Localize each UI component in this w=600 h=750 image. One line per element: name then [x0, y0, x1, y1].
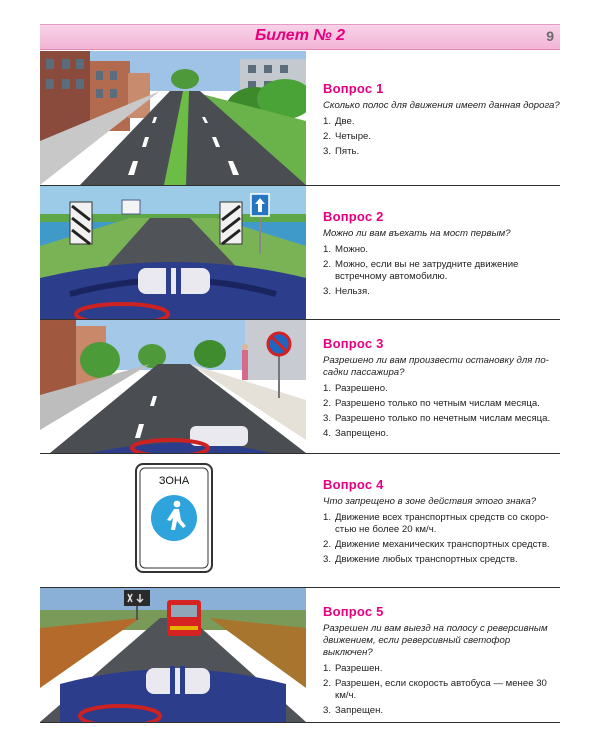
question-5-illustration	[40, 588, 306, 722]
answer-number: 3.	[323, 146, 332, 157]
answer-text: Движение механических транспортных средств.	[335, 539, 550, 550]
answer-number: 4.	[323, 428, 332, 439]
pedestrian-zone-sign	[40, 454, 306, 587]
answer-number: 2.	[323, 539, 332, 550]
answer-text: Пять.	[335, 146, 360, 157]
answer-number: 1.	[323, 383, 332, 394]
answer-text: Движение любых транспортных средств.	[335, 554, 518, 565]
answer-number: 1.	[323, 244, 332, 255]
question-5	[40, 588, 560, 723]
answer-number: 1.	[323, 116, 332, 127]
answer-text: Разрешено только по нечетным числам месяца.	[335, 413, 551, 424]
answer-option[interactable]	[323, 116, 560, 128]
answer-option[interactable]	[323, 286, 560, 298]
question-title: Вопрос 4	[323, 477, 384, 492]
question-1-body	[323, 81, 560, 161]
question-2	[40, 186, 560, 320]
sign-zone-label: ЗОНА	[158, 475, 190, 487]
answer-option[interactable]	[323, 383, 560, 395]
answer-option[interactable]	[323, 413, 560, 425]
question-text: Можно ли вам въехать на мост первым?	[323, 228, 511, 239]
answer-text: Разрешено.	[335, 383, 388, 394]
answer-text: Можно, если вы не затрудните движение встречному автомобилю.	[335, 259, 519, 282]
answer-text: Запрещено.	[335, 428, 389, 439]
answer-text: Разрешен.	[335, 663, 383, 674]
answer-option[interactable]	[323, 244, 560, 256]
answer-number: 3.	[323, 705, 332, 716]
question-2-body	[323, 209, 560, 301]
question-4-illustration	[40, 454, 306, 587]
answer-option[interactable]	[323, 678, 560, 702]
answer-number: 3.	[323, 554, 332, 565]
question-3-body	[323, 336, 560, 443]
reversible-lane-image	[40, 588, 306, 722]
page-number: 9	[546, 28, 554, 44]
answer-number: 3.	[323, 413, 332, 424]
answer-number: 2.	[323, 398, 332, 409]
city-road-image	[40, 51, 306, 185]
ticket-header	[40, 24, 560, 50]
question-1	[40, 51, 560, 186]
answer-number: 1.	[323, 663, 332, 674]
answer-option[interactable]	[323, 705, 560, 717]
answer-list	[323, 512, 560, 566]
question-title: Вопрос 3	[323, 336, 384, 351]
answer-text: Движение всех транспортных средств со скоро- стью не более 20 км/ч.	[335, 512, 549, 535]
bridge-road-image	[40, 186, 306, 319]
question-title: Вопрос 2	[323, 209, 384, 224]
answer-option[interactable]	[323, 428, 560, 440]
answer-number: 1.	[323, 512, 332, 523]
answer-option[interactable]	[323, 512, 560, 536]
answer-text: Можно.	[335, 244, 369, 255]
question-1-illustration	[40, 51, 306, 185]
answer-option[interactable]	[323, 663, 560, 675]
answer-text: Разрешен, если скорость автобуса — менее 30 км/ч.	[335, 678, 547, 701]
answer-number: 3.	[323, 286, 332, 297]
question-text: Сколько полос для движения имеет данная дорога?	[323, 100, 560, 111]
answer-list	[323, 116, 560, 158]
question-5-body	[323, 604, 560, 720]
answer-option[interactable]	[323, 259, 560, 283]
question-4	[40, 454, 560, 588]
answer-option[interactable]	[323, 539, 560, 551]
answer-option[interactable]	[323, 131, 560, 143]
answer-list	[323, 383, 560, 440]
answer-number: 2.	[323, 678, 332, 689]
question-4-body	[323, 477, 560, 569]
ticket-title: Билет № 2	[254, 27, 346, 44]
answer-option[interactable]	[323, 146, 560, 158]
answer-text: Разрешено только по четным числам месяца.	[335, 398, 540, 409]
answer-text: Нельзя.	[335, 286, 370, 297]
city-stop-image	[40, 320, 306, 453]
question-title: Вопрос 5	[323, 604, 384, 619]
question-2-illustration	[40, 186, 306, 319]
answer-list	[323, 663, 560, 717]
question-text: Что запрещено в зоне действия этого знака?	[323, 496, 537, 507]
question-text: Разрешен ли вам выезд на полосу с реверсивным движением, если реверсивный светофор выключен?	[323, 623, 548, 658]
answer-list	[323, 244, 560, 298]
answer-option[interactable]	[323, 398, 560, 410]
answer-text: Четыре.	[335, 131, 372, 142]
answer-number: 2.	[323, 131, 332, 142]
answer-text: Запрещен.	[335, 705, 384, 716]
question-title: Вопрос 1	[323, 81, 384, 96]
answer-text: Две.	[335, 116, 355, 127]
question-3-illustration	[40, 320, 306, 453]
question-text: Разрешено ли вам произвести остановку для по- садки пассажира?	[323, 355, 549, 378]
question-3	[40, 320, 560, 454]
answer-number: 2.	[323, 259, 332, 270]
answer-option[interactable]	[323, 554, 560, 566]
